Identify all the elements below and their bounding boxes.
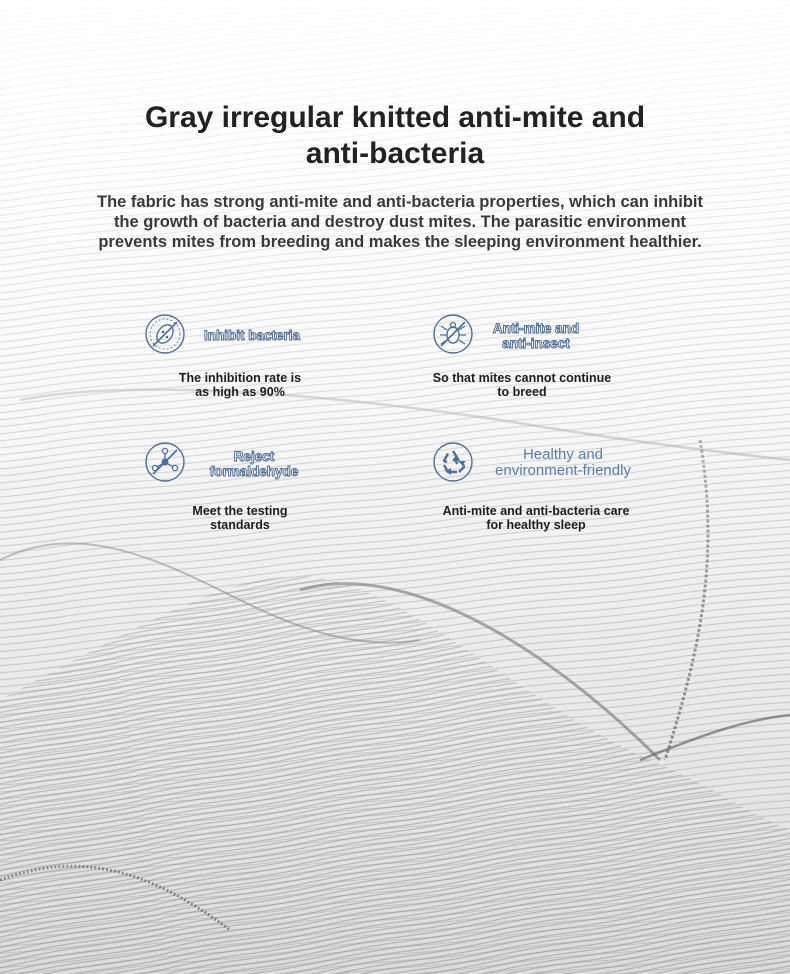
bacteria-icon — [144, 313, 186, 355]
recycle-icon — [432, 441, 474, 483]
mite-icon — [432, 313, 474, 355]
feature-3-label: Reject formaldehyde — [209, 449, 299, 479]
formaldehyde-icon — [144, 441, 186, 483]
feature-2-label: Anti-mite and anti-insect — [492, 321, 580, 351]
feature-1-text: The inhibition rate is as high as 90% — [178, 371, 302, 399]
feature-3-text: Meet the testing standards — [192, 504, 288, 532]
feature-2-text: So that mites cannot continue to breed — [432, 371, 612, 399]
feature-1-label: Inhibit bacteria — [203, 328, 301, 343]
page-title — [0, 100, 790, 172]
feature-4-text: Anti-mite and anti-bacteria care for healthy sleep — [442, 504, 630, 532]
description: The fabric has strong anti-mite and anti-bacteria properties, which can inhibit the growth of bacteria and destroy dust mites. The parasitic environment prevents mites from breeding and makes the sleeping environment healthier. — [96, 193, 703, 251]
page-title-line-1: Gray irregular knitted anti-mite and — [144, 101, 646, 134]
page-title-line-2: anti-bacteria — [305, 137, 485, 170]
feature-4-label: Healthy and environment-friendly — [495, 446, 631, 479]
